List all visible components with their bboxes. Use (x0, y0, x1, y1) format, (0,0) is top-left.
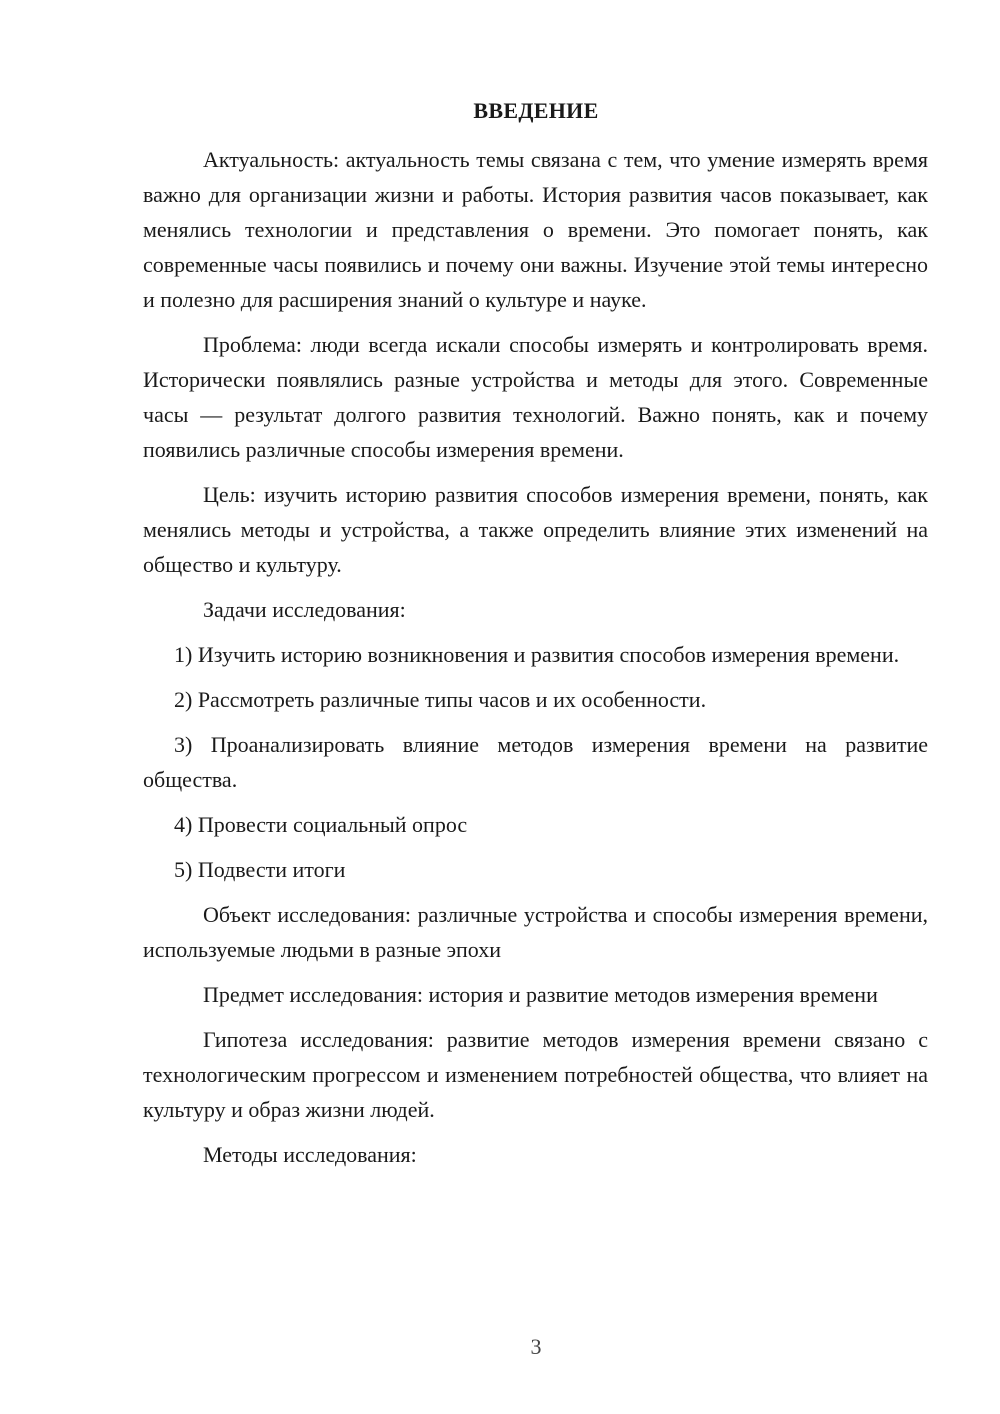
page-number: 3 (530, 1334, 542, 1359)
paragraph-problem: Проблема: люди всегда искали способы измерять и контролировать время. Исторически появлялись разные устройства и методы для этого. Современные часы — результат долгого развития технологий. Важно понять, как и почему появились различные способы измерения времени. (143, 332, 928, 462)
paragraph-relevance: Актуальность: актуальность темы связана с тем, что умение измерять время важно для организации жизни и работы. История развития часов показывает, как менялись технологии и представления о времени. Это помогает понять, как современные часы появились и почему они важны. Изучение этой темы интересно и полезно для расширения знаний о культуре и науке. (143, 147, 928, 312)
task-item-5: 5) Подвести итоги (174, 857, 346, 882)
page-title: ВВЕДЕНИЕ (473, 98, 599, 123)
task-item-3: 3) Проанализировать влияние методов измерения времени на развитие общества. (143, 732, 928, 792)
paragraph-object: Объект исследования: различные устройства и способы измерения времени, используемые людьми в разные эпохи (143, 902, 928, 962)
paragraph-goal: Цель: изучить историю развития способов измерения времени, понять, как менялись методы и устройства, а также определить влияние этих изменений на общество и культуру. (143, 482, 928, 577)
paragraph-hypothesis: Гипотеза исследования: развитие методов измерения времени связано с технологическим прогрессом и изменением потребностей общества, что влияет на культуру и образ жизни людей. (143, 1027, 928, 1122)
task-item-2: 2) Рассмотреть различные типы часов и их особенности. (174, 687, 707, 712)
task-item-4: 4) Провести социальный опрос (174, 812, 468, 837)
paragraph-subject: Предмет исследования: история и развитие методов измерения времени (203, 982, 878, 1007)
document-body (143, 142, 928, 1182)
tasks-heading: Задачи исследования: (203, 597, 406, 622)
task-item-1: 1) Изучить историю возникновения и развития способов измерения времени. (174, 642, 900, 667)
methods-heading: Методы исследования: (203, 1142, 417, 1167)
